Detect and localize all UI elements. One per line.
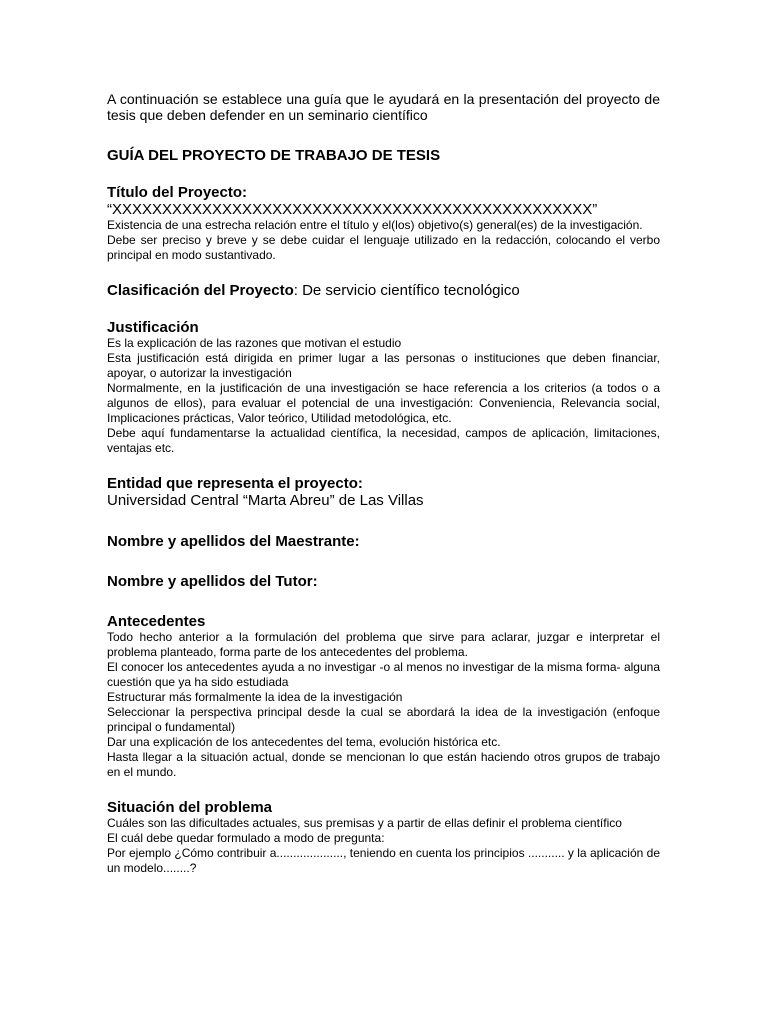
titulo-body [107, 218, 660, 263]
situacion-line: El cuál debe quedar formulado a modo de pregunta: [107, 831, 385, 845]
maestrante-heading: Nombre y apellidos del Maestrante: [107, 533, 360, 550]
antecedentes-line: Todo hecho anterior a la formulación del problema que sirve para aclarar, juzgar e interpretar el problema planteado, forma parte de los antecedentes del problema. [107, 630, 660, 659]
document-page [107, 91, 660, 895]
antecedentes-body [107, 630, 660, 780]
justificacion-line: Debe aquí fundamentarse la actualidad científica, la necesidad, campos de aplicación, limitaciones, ventajas etc. [107, 426, 660, 455]
section-situacion [107, 799, 660, 876]
antecedentes-line: Estructurar más formalmente la idea de la investigación [107, 690, 403, 704]
situacion-line: Cuáles son las dificultades actuales, sus premisas y a partir de ellas definir el problema científico [107, 816, 622, 830]
clasificacion-line [107, 282, 660, 299]
situacion-body [107, 816, 660, 876]
titulo-value: “XXXXXXXXXXXXXXXXXXXXXXXXXXXXXXXXXXXXXXXXXXXXXXXX” [107, 201, 598, 218]
section-antecedentes [107, 613, 660, 780]
justificacion-line: Es la explicación de las razones que motivan el estudio [107, 336, 402, 350]
justificacion-line: Esta justificación está dirigida en primer lugar a las personas o instituciones que deben financiar, apoyar, o autorizar la investigación [107, 351, 660, 380]
antecedentes-line: Hasta llegar a la situación actual, donde se mencionan lo que están haciendo otros grupos de trabajo en el mundo. [107, 750, 660, 779]
section-maestrante [107, 533, 660, 550]
clasificacion-heading: Clasificación del Proyecto [107, 282, 294, 299]
antecedentes-line: Dar una explicación de los antecedentes del tema, evolución histórica etc. [107, 735, 501, 749]
section-tutor [107, 573, 660, 590]
entidad-value: Universidad Central “Marta Abreu” de Las Villas [107, 492, 424, 509]
titulo-line: Existencia de una estrecha relación entre el título y el(los) objetivo(s) general(es) de la investigación. [107, 218, 643, 232]
justificacion-heading: Justificación [107, 319, 199, 336]
section-clasificacion [107, 282, 660, 299]
justificacion-body [107, 336, 660, 456]
intro-paragraph: A continuación se establece una guía que le ayudará en la presentación del proyecto de tesis que deben defender en un seminario científico [107, 91, 660, 123]
document-title: GUÍA DEL PROYECTO DE TRABAJO DE TESIS [107, 147, 441, 164]
section-entidad [107, 475, 660, 509]
antecedentes-line: El conocer los antecedentes ayuda a no investigar -o al menos no investigar de la misma forma- alguna cuestión que ya ha sido estudiada [107, 660, 660, 689]
section-justificacion [107, 319, 660, 456]
titulo-line: Debe ser preciso y breve y se debe cuidar el lenguaje utilizado en la redacción, colocando el verbo principal en modo sustantivado. [107, 233, 660, 262]
antecedentes-line: Seleccionar la perspectiva principal desde la cual se abordará la idea de la investigación (enfoque principal o fundamental) [107, 705, 660, 734]
entidad-heading: Entidad que representa el proyecto: [107, 475, 363, 492]
clasificacion-value: : De servicio científico tecnológico [293, 282, 520, 299]
situacion-line: Por ejemplo ¿Cómo contribuir a...................., teniendo en cuenta los principios ........... y la aplicación de un modelo........? [107, 846, 660, 875]
antecedentes-heading: Antecedentes [107, 613, 206, 630]
tutor-heading: Nombre y apellidos del Tutor: [107, 573, 318, 590]
situacion-heading: Situación del problema [107, 799, 273, 816]
section-titulo [107, 184, 660, 263]
titulo-heading: Título del Proyecto: [107, 184, 248, 201]
justificacion-line: Normalmente, en la justificación de una investigación se hace referencia a los criterios (a todos o a algunos de ellos), para evaluar el potencial de una investigación: Conveniencia, Relevancia social, Implicaciones prácticas, Valor teórico, Utilidad metodológica, etc. [107, 381, 660, 425]
